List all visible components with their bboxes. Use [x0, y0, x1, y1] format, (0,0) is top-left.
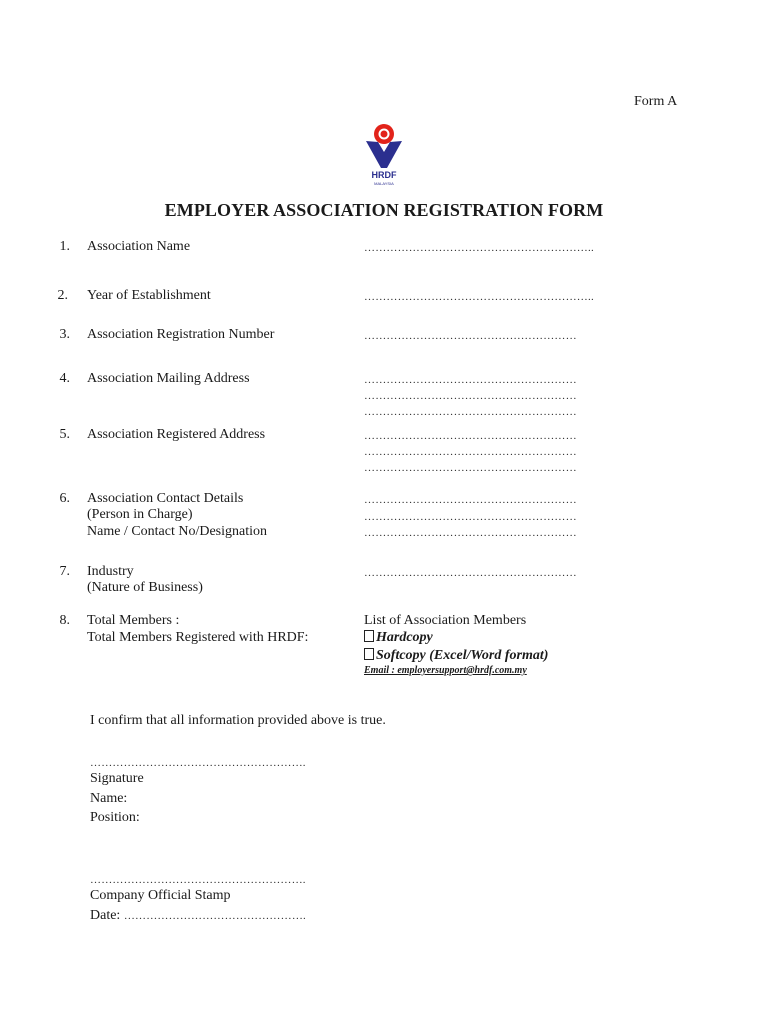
company-stamp-label: Company Official Stamp	[90, 888, 231, 903]
item-label-registration-number: Association Registration Number	[87, 327, 275, 342]
item-number: 4.	[59, 371, 70, 386]
item-number: 7.	[59, 564, 70, 579]
members-list-heading: List of Association Members	[364, 613, 527, 628]
company-stamp-field[interactable]: ………………………………………………….	[90, 874, 306, 886]
item-label-year-of-establishment: Year of Establishment	[87, 288, 211, 303]
item-number: 3.	[59, 327, 70, 342]
item-label-total-members: Total Members :	[87, 613, 180, 628]
logo-text: HRDF	[371, 170, 397, 180]
signature-label: Signature	[90, 771, 144, 786]
registered-address-field-line[interactable]: …………………………………………………	[364, 430, 577, 442]
signature-field[interactable]: ………………………………………………….	[90, 757, 306, 769]
hrdf-logo-icon	[360, 122, 410, 188]
hardcopy-label: Hardcopy	[376, 630, 433, 645]
form-label: Form A	[634, 94, 678, 109]
hardcopy-option[interactable]	[364, 630, 433, 646]
association-name-field[interactable]: ……………………………………………………..	[364, 242, 594, 254]
registered-address-field-line[interactable]: …………………………………………………	[364, 462, 577, 474]
softcopy-label: Softcopy (Excel/Word format)	[376, 648, 549, 663]
softcopy-checkbox[interactable]	[364, 648, 374, 660]
mailing-address-field-line[interactable]: …………………………………………………	[364, 374, 577, 386]
position-label: Position:	[90, 810, 140, 825]
item-number: 1.	[59, 239, 70, 254]
name-label: Name:	[90, 791, 128, 806]
industry-field[interactable]: …………………………………………………	[364, 567, 577, 579]
item-sublabel-name-contact: Name / Contact No/Designation	[87, 524, 268, 539]
hrdf-logo	[360, 122, 410, 188]
logo-subtext: MALAYSIA	[374, 181, 394, 186]
contact-details-field-line[interactable]: …………………………………………………	[364, 494, 577, 506]
date-field[interactable]: ………………………………………….	[123, 910, 306, 922]
item-number: 2.	[57, 288, 68, 303]
softcopy-option[interactable]	[364, 648, 548, 664]
year-of-establishment-field[interactable]: ……………………………………………………..	[364, 291, 594, 303]
item-label-mailing-address: Association Mailing Address	[87, 371, 250, 386]
date-label: Date:	[90, 908, 121, 923]
item-label-registered-address: Association Registered Address	[87, 427, 266, 442]
registered-address-field-line[interactable]: …………………………………………………	[364, 446, 577, 458]
item-label-association-name: Association Name	[87, 239, 191, 254]
hardcopy-checkbox[interactable]	[364, 630, 374, 642]
support-email-link[interactable]: Email : employersupport@hrdf.com.my	[364, 665, 527, 676]
mailing-address-field-line[interactable]: …………………………………………………	[364, 406, 577, 418]
item-number: 6.	[59, 491, 70, 506]
item-sublabel-person-in-charge: (Person in Charge)	[87, 507, 193, 522]
mailing-address-field-line[interactable]: …………………………………………………	[364, 390, 577, 402]
date-row	[90, 908, 306, 924]
item-label-total-members-hrdf: Total Members Registered with HRDF:	[87, 630, 309, 645]
contact-details-field-line[interactable]: …………………………………………………	[364, 527, 577, 539]
item-number: 5.	[59, 427, 70, 442]
confirmation-statement: I confirm that all information provided above is true.	[90, 713, 386, 728]
contact-details-field-line[interactable]: …………………………………………………	[364, 511, 577, 523]
form-title: EMPLOYER ASSOCIATION REGISTRATION FORM	[164, 200, 604, 220]
item-label-industry: Industry	[87, 564, 134, 579]
item-label-contact-details: Association Contact Details	[87, 491, 244, 506]
item-number: 8.	[59, 613, 70, 628]
item-sublabel-nature-of-business: (Nature of Business)	[87, 580, 203, 595]
registration-number-field[interactable]: …………………………………………………	[364, 330, 577, 342]
